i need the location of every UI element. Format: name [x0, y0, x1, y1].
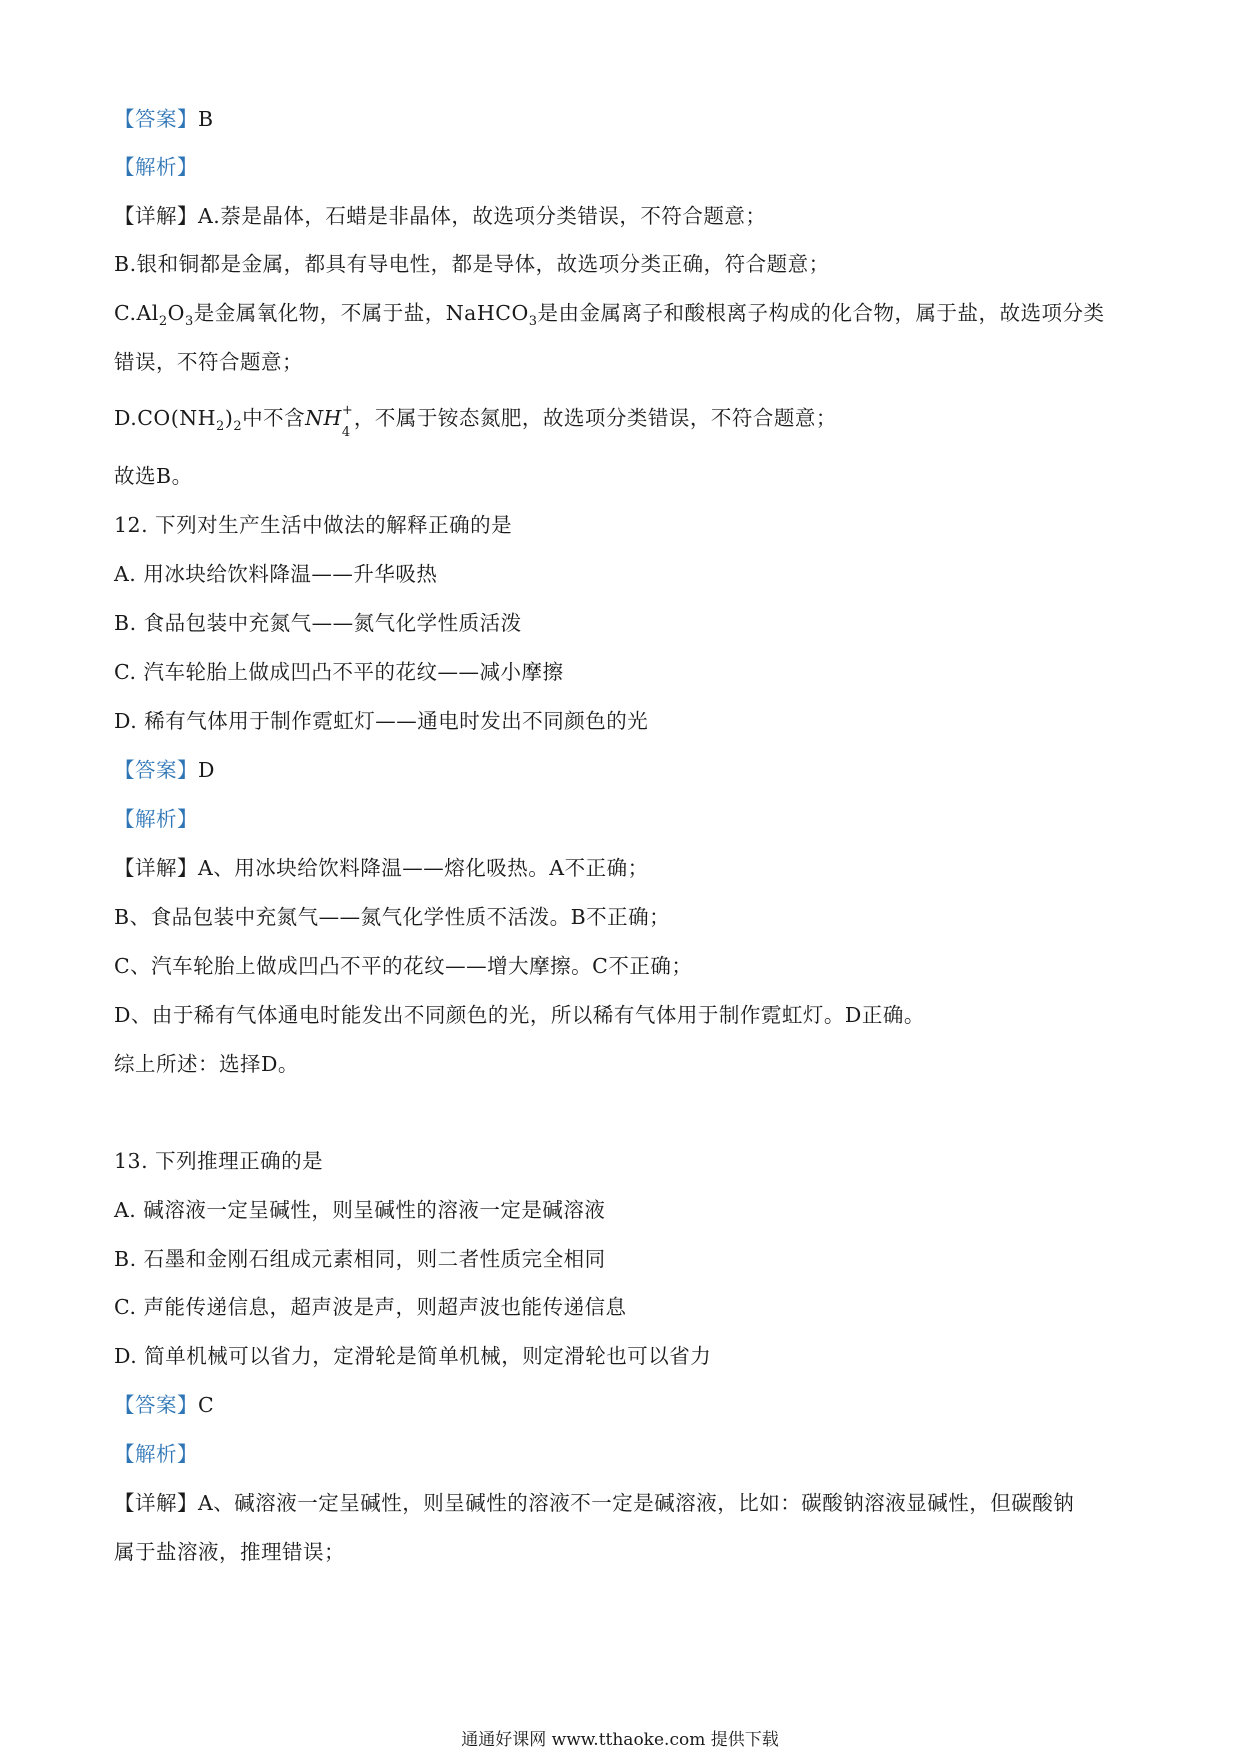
- q13-option-b: B. 石墨和金刚石组成元素相同，则二者性质完全相同: [114, 1247, 606, 1271]
- q13-answer: [114, 1392, 214, 1418]
- detail-text: A、碱溶液一定呈碱性，则呈碱性的溶液不一定是碱溶液，比如：碳酸钠溶液显碱性，但碳酸钠: [198, 1491, 1075, 1515]
- q11-detail-c1: [114, 300, 1105, 330]
- q11-answer: [114, 106, 214, 132]
- q12-analysis-tag: [114, 806, 198, 832]
- detail-text: A、用冰块给饮料降温——熔化吸热。A不正确；: [198, 856, 649, 880]
- page-footer: 通通好课网 www.tthaoke.com 提供下载: [461, 1730, 779, 1750]
- detail-tag: 【详解】: [114, 204, 198, 228]
- answer-value: D: [198, 758, 215, 782]
- text-part: 中不含: [242, 406, 306, 430]
- q12-option-d: D. 稀有气体用于制作霓虹灯——通电时发出不同颜色的光: [114, 709, 649, 733]
- text-part: ，不属于铵态氮肥，故选项分类错误，不符合题意；: [353, 406, 837, 430]
- analysis-tag: 【解析】: [114, 1442, 198, 1466]
- answer-value: B: [198, 107, 214, 131]
- analysis-tag: 【解析】: [114, 155, 198, 179]
- ammonium-formula: NH: [305, 406, 342, 430]
- q12-detail-d: D、由于稀有气体通电时能发出不同颜色的光，所以稀有气体用于制作霓虹灯。D正确。: [114, 1003, 925, 1027]
- q13-option-d: D. 简单机械可以省力，定滑轮是简单机械，则定滑轮也可以省力: [114, 1344, 712, 1368]
- q13-option-a: A. 碱溶液一定呈碱性，则呈碱性的溶液一定是碱溶液: [114, 1198, 606, 1222]
- q12-detail-c: C、汽车轮胎上做成凹凸不平的花纹——增大摩擦。C不正确；: [114, 954, 693, 978]
- q13-option-c: C. 声能传递信息，超声波是声，则超声波也能传递信息: [114, 1295, 627, 1319]
- q11-detail-a: [114, 203, 766, 229]
- detail-tag: 【详解】: [114, 856, 198, 880]
- subscript: 2: [216, 419, 225, 435]
- q13-detail-a2: 属于盐溶液，推理错误；: [114, 1540, 345, 1564]
- q13-analysis-tag: [114, 1441, 198, 1467]
- answer-value: C: [198, 1393, 215, 1417]
- q11-detail-d: $D.CO(NH_2)_2$中不含NH + 4 ，不属于铵态氮肥，故选项分类错误，不符合题意；: [114, 403, 837, 440]
- q13-stem: 13. 下列推理正确的是: [114, 1149, 324, 1173]
- text-part: 是由金属离子和酸根离子构成的化合物，属于盐，故选项分类: [537, 301, 1105, 325]
- detail-tag: 【详解】: [114, 1491, 198, 1515]
- answer-tag: 【答案】: [114, 107, 198, 131]
- analysis-tag: 【解析】: [114, 807, 198, 831]
- subscript: 3: [184, 314, 194, 330]
- q13-detail-a1: [114, 1490, 1074, 1516]
- q12-option-a: A. 用冰块给饮料降温——升华吸热: [114, 562, 438, 586]
- q12-option-c: C. 汽车轮胎上做成凹凸不平的花纹——减小摩擦: [114, 660, 564, 684]
- subscript: 3: [528, 314, 538, 330]
- text-part: D.CO(NH: [114, 406, 217, 430]
- subscript: 2: [158, 314, 168, 330]
- subscript: 2: [233, 419, 243, 435]
- q12-option-b: B. 食品包装中充氮气——氮气化学性质活泼: [114, 611, 522, 635]
- q12-detail-b: B、食品包装中充氮气——氮气化学性质不活泼。B不正确；: [114, 905, 671, 929]
- q11-detail-b: B.银和铜都是金属，都具有导电性，都是导体，故选项分类正确，符合题意；: [114, 252, 830, 276]
- q11-conclusion: 故选B。: [114, 464, 193, 488]
- q12-detail-a: [114, 855, 649, 881]
- answer-tag: 【答案】: [114, 758, 198, 782]
- text-part: ): [224, 406, 234, 430]
- q12-answer: [114, 757, 215, 783]
- answer-tag: 【答案】: [114, 1393, 198, 1417]
- q12-conclusion: 综上所述：选择D。: [114, 1052, 299, 1076]
- q12-stem: 12. 下列对生产生活中做法的解释正确的是: [114, 513, 513, 537]
- q11-analysis-tag: [114, 154, 198, 180]
- q11-detail-c2: 错误，不符合题意；: [114, 350, 303, 374]
- text-part: 是金属氧化物，不属于盐，NaHCO: [193, 301, 529, 325]
- detail-text: A.萘是晶体，石蜡是非晶体，故选项分类错误，不符合题意；: [198, 204, 767, 228]
- text-part: C.Al: [114, 301, 159, 325]
- text-part: O: [167, 301, 185, 325]
